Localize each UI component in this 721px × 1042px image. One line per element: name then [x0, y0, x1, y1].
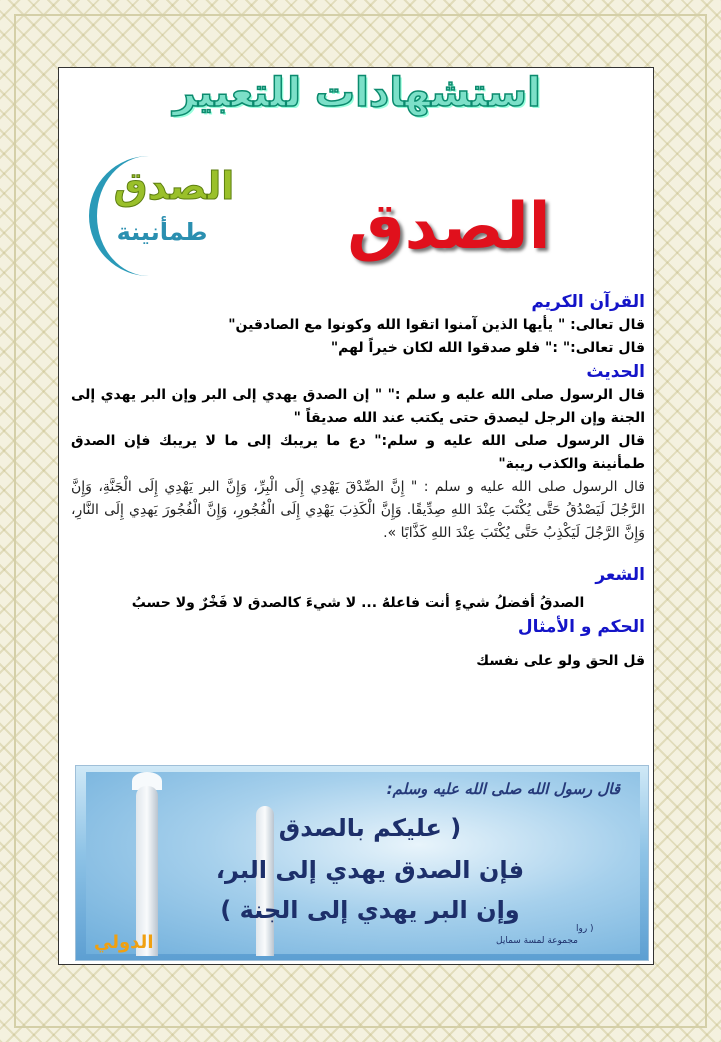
- image-credit: مجموعة لمسة سمايل: [496, 936, 579, 946]
- hadith-item-3: قال الرسول صلى الله عليه و سلم : " إِنَّ الصِّدْقَ يَهْدِي إِلَى الْبِرِّ، وَإِنَّ البر يَهْدِي إِلَى الْجَنَّةِ، وَإِنَّ الرَّجُلَ لَيَصْدُقُ حَتَّى يُكْتَبَ عِنْدَ اللهِ صِدِّيقًا. وَإِنَّ الْكَذِبَ يَهْدِي إِلَى الْفُجُورِ، وَإِنَّ الْفُجُورَ يَهدِي إِلَى النَّارِ، وَإِنَّ الرَّجُلَ لَيَكْذِبُ حَتَّى يُكْتَبَ عِنْدَ اللهِ كَذَّابًا ».: [71, 479, 645, 541]
- quran-line-1: قال تعالى: " يأيها الذين آمنوا اتقوا الله وكونوا مع الصادقين": [228, 317, 645, 333]
- poetry-heading: الشعر: [595, 565, 645, 585]
- image-source-fragment: ( روا: [576, 924, 594, 934]
- logo-word-top: الصدق: [113, 164, 235, 208]
- spacer: [71, 545, 645, 563]
- image-line-2: فإن الصدق يهدي إلى البر،: [215, 856, 525, 884]
- sidq-logo: [89, 146, 239, 276]
- hadith-item-1: قال الرسول صلى الله عليه و سلم :" " إن الصدق يهدي إلى البر وإن البر يهدي إلى الجنة وإن الرجل ليصدق حتى يكتب عند الله صديقاً ": [71, 387, 645, 426]
- image-line-1: ( عليكم بالصدق: [278, 814, 462, 842]
- logo-word-bottom: طمأنينة: [116, 218, 208, 246]
- document-page: [58, 67, 654, 965]
- image-caption: قال رسول الله صلى الله عليه وسلم:: [386, 780, 620, 798]
- content-body: [71, 290, 645, 683]
- hadith-heading: الحديث: [586, 362, 645, 382]
- image-logo: الدولي: [94, 932, 154, 953]
- wisdom-heading: الحكم و الأمثال: [517, 617, 645, 637]
- hadith-item-2: قال الرسول صلى الله عليه و سلم:" دع ما يريبك إلى ما لا يريبك فإن الصدق طمأنينة والكذب ريبة": [71, 433, 645, 472]
- quran-line-2: قال تعالى:" :" فلو صدقوا الله لكان خيراً لهم": [330, 340, 645, 356]
- main-title: الصدق: [347, 190, 551, 264]
- quran-heading: القرآن الكريم: [531, 292, 645, 312]
- proverb: قل الحق ولو على نفسك: [476, 653, 645, 669]
- poetry-verse: الصدقُ أفضلُ شيءٍ أنت فاعلهُ ... لا شيءَ كالصدق لا فَخْرٌ ولا حسبُ: [131, 595, 585, 611]
- banner-title: استشهادات للتعبير: [173, 70, 541, 116]
- hadith-image: [75, 765, 649, 961]
- image-line-3: وإن البر يهدي إلى الجنة ): [220, 896, 520, 924]
